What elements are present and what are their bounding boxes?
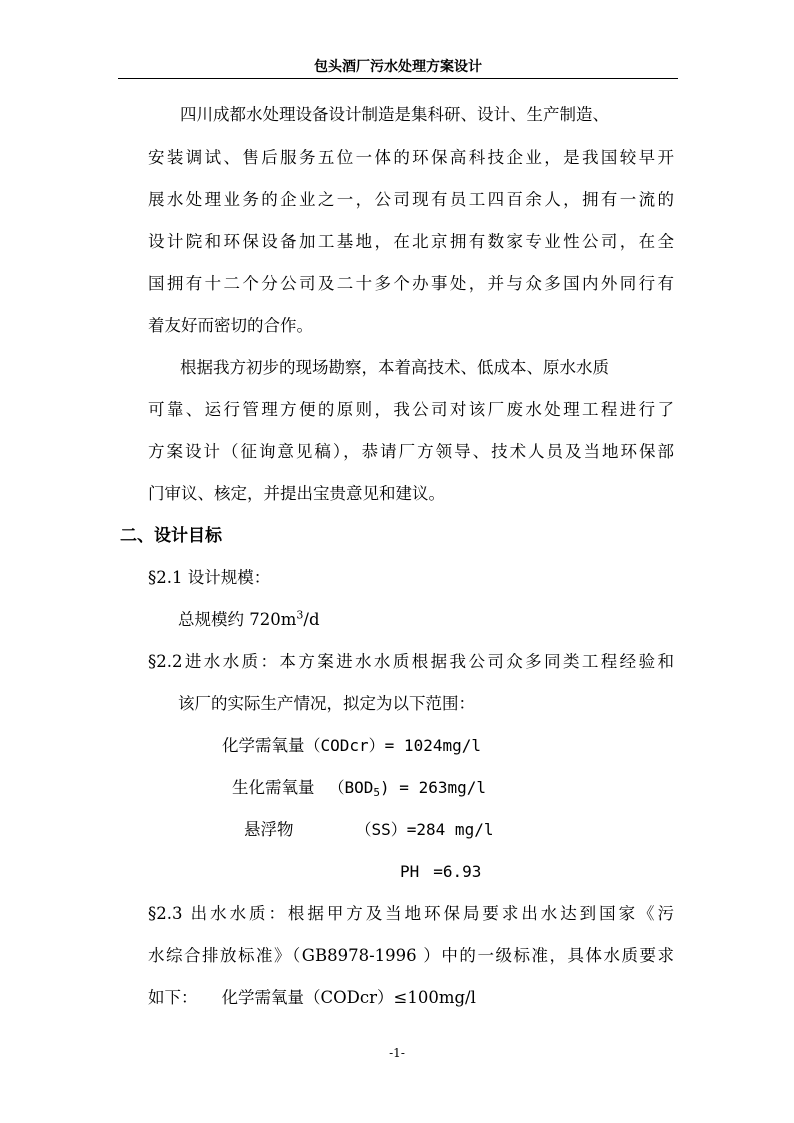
intro-paragraph-1-line-4: 设计院和环保设备加工基地，在北京拥有数家专业性公司，在全 [148, 232, 674, 251]
influent-cod-row: 化学需氧量（CODcr）= 1024mg/l [222, 736, 481, 755]
page-number: -1- [389, 1046, 405, 1060]
intro-paragraph-2-line-3: 方案设计（征询意见稿），恭请厂方领导、技术人员及当地环保部 [148, 442, 674, 461]
subsection-2-2-line-2: 该厂的实际生产情况，拟定为以下范围： [178, 694, 475, 713]
intro-paragraph-2-line-2: 可靠、运行管理方便的原则，我公司对该厂废水处理工程进行了 [148, 400, 674, 419]
subsection-2-3-line-1: §2.3 出水水质：根据甲方及当地环保局要求出水达到国家《污 [148, 904, 674, 923]
header-divider [118, 78, 678, 79]
intro-paragraph-1-line-1: 四川成都水处理设备设计制造是集科研、设计、生产制造、 [180, 105, 609, 124]
influent-ph-row: PH =6.93 [400, 862, 482, 881]
intro-paragraph-1-line-6: 着友好而密切的合作。 [148, 316, 313, 335]
subsection-2-1-label: §2.1 设计规模： [148, 568, 271, 587]
design-scale-value: 总规模约 $720m^3/d$ [178, 608, 320, 629]
intro-paragraph-2-line-4: 门审议、核定，并提出宝贵意见和建议。 [148, 484, 445, 503]
influent-bod-row: 生化需氧量 $(BOD_5) = 263mg/l$ [232, 778, 486, 799]
intro-paragraph-1-line-5: 国拥有十二个分公司及二十多个办事处，并与众多国内外同行有 [148, 274, 674, 293]
intro-paragraph-2-line-1: 根据我方初步的现场勘察，本着高技术、低成本、原水水质 [180, 358, 609, 377]
page-header-title: 包头酒厂污水处理方案设计 [314, 59, 482, 75]
intro-paragraph-1-line-2: 安装调试、售后服务五位一体的环保高科技企业，是我国较早开 [148, 148, 674, 167]
influent-ss-row: 悬浮物 （SS）=284 mg/l [244, 820, 494, 839]
intro-paragraph-1-line-3: 展水处理业务的企业之一，公司现有员工四百余人，拥有一流的 [148, 190, 674, 209]
subsection-2-3-line-2: 水综合排放标准》（GB8978-1996 ）中的一级标准，具体水质要求 [148, 946, 674, 965]
subsection-2-3-line-3: 如下： 化学需氧量（CODcr）≤100mg/l [148, 988, 476, 1007]
subsection-2-2-line-1: §2.2进水水质：本方案进水水质根据我公司众多同类工程经验和 [148, 652, 674, 671]
section-heading-design-targets: 二、设计目标 [120, 526, 222, 546]
